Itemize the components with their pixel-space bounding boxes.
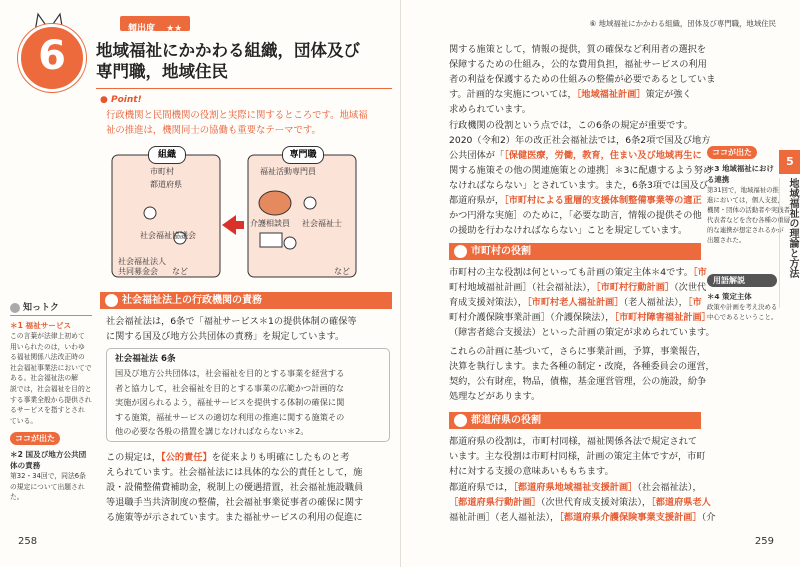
body-text-line: 町村地域福祉計画］（社会福祉法），［市町村行動計画］（次世代 <box>449 282 707 293</box>
org-label: 組織 <box>148 146 186 164</box>
chapter-number: 5 <box>786 155 794 168</box>
sidebar-text-line: 中心であるということ。 <box>707 313 778 321</box>
sidebar-text-line: るサービスを指すとされ <box>10 406 85 415</box>
page-title <box>96 40 392 82</box>
law-box-title: 社会福祉法 6条 <box>115 354 176 364</box>
sidebar-glossary <box>707 274 777 322</box>
sidebar-exam: ココが出た ＊3 地域福祉における連携 第31回で，地域福祉の推 進においては，個人支援， 機関・団体の活動者や実践者， 代表者などを含む各種の重層 的な連携が想定されるかが 出題された。 <box>707 148 797 244</box>
sidebar-text-line: 的な連携が想定されるかが <box>707 226 784 234</box>
sidebar-text-line: た。 <box>10 493 24 502</box>
sidebar-text-line: 説では，社会福祉を目的と <box>10 384 92 393</box>
frequency-label: 頻出度 <box>128 24 156 34</box>
paragraph-1 <box>449 42 716 117</box>
sidebar-text-line: る福祉関係八法改正時の <box>10 353 85 362</box>
lesson-badge <box>14 12 84 92</box>
sidebar-text-line: 社会福祉事業法においてで <box>10 363 92 372</box>
law-text-line: 者と協力して，社会福祉を目的とする事業の広範かつ計画的な <box>115 382 345 393</box>
law-box-text <box>115 366 381 439</box>
body-text-line: 関する施策として，情報の提供，質の確保など利用者の選択を <box>449 44 707 55</box>
body-text-line: 等退職手当共済制度の整備，社会福祉事業従事者の確保に関す <box>106 497 364 508</box>
tip-item-label: ＊1 福祉サービス <box>10 321 72 330</box>
body-text-line: 行政機関の役割という点では，この6条の規定が重要です。 <box>449 120 693 131</box>
sidebar-text-line: 第31回で，地域福祉の推 <box>707 186 779 194</box>
sidebar-text-line: 政策や計画を考え決める <box>707 303 778 311</box>
body-text-line: これらの計画に基づいて，さらに事業計画，予算，事業報告， <box>449 346 707 357</box>
sidebar-exam <box>10 426 92 503</box>
body-text-line: の援助を行わなければならない」ことを規定しています。 <box>449 225 688 236</box>
cat-icon <box>454 414 467 427</box>
body-text-line: 2020（令和2）年の改正社会福祉法では，6条2項で国及び地方 <box>449 135 711 146</box>
exam-item-text <box>10 471 92 503</box>
sidebar-text-line: ている。 <box>10 416 38 425</box>
body-text-line: えられています。社会福祉法には具体的な公的責任として，施 <box>106 467 363 478</box>
sidebar-text-line: する事業全般から提供され <box>10 395 92 404</box>
lesson-number: 6 <box>38 33 66 79</box>
page-number: 258 <box>18 536 38 547</box>
running-head: ⑥ 地域福祉にかかわる組織，団体及び専門職，地域住民 <box>589 19 776 28</box>
law-text-line: 国及び地方公共団体は，社会福祉を目的とする事業を経営する <box>115 368 345 378</box>
sidebar-text-line: この言葉が法律上初めて <box>10 332 85 340</box>
body-text-line: います。主な役割は市町村同様，計画の策定主体ですが，市町 <box>449 451 706 462</box>
body-text-line: 村に対する支援の意味あいももちます。 <box>449 466 614 477</box>
body-text-line: 福祉計画］（老人福祉法），［都道府県介護保険事業支援計画］（介 <box>449 512 716 523</box>
cat-icon <box>454 245 467 258</box>
cat-icon <box>105 294 118 307</box>
section-heading: 社会福祉法上の行政機関の責務 <box>100 292 392 309</box>
body-text-line: 設・設備整備費補助金，税制上の優遇措置，社会福祉施設職員 <box>106 482 364 493</box>
body-text-line: 決算を執行します。また各種の制定・改廃，各種委員会の運営， <box>449 361 715 372</box>
section-heading-city: 市町村の役割 <box>449 243 701 260</box>
paragraph-2 <box>449 118 713 238</box>
illustration: 組織 専門職 市町村 都道府県 社会福祉協議会 社会福祉法人 共同募金会 など 福祉活動専門員 介護相談員 社会福祉士 など <box>110 143 360 281</box>
title-line-2: 専門職，地域住民 <box>96 62 228 81</box>
title-line-1: 地域福祉にかかわる組織，団体及び <box>96 41 360 60</box>
sidebar-text-line: の規定について出題され <box>10 482 85 491</box>
tip-heading: 知っトク <box>10 300 92 316</box>
sidebar-text-line: 代表者などを含む各種の重層 <box>707 216 791 224</box>
body-text-line: る施策等が示されています。また福祉サービスの利用の促進に <box>106 512 363 523</box>
body-text-line: 都道府県の役割は，市町村同様，福祉関係各法で規定されて <box>449 436 698 447</box>
body-text-line: かつ円滑な実施］のために，「必要な助言，情報の提供その他 <box>449 210 702 221</box>
chapter-title: 地域福祉の理論と方法 <box>779 178 800 308</box>
body-text-line: 社会福祉法は，6条で「福祉サービス＊1の提供体制の確保等 <box>106 316 357 327</box>
law-text-line: する施策，福祉サービスの適切な利用の推進に関する施策その <box>115 411 345 422</box>
cat-face-icon <box>10 303 20 313</box>
body-text-line: 公共団体が「［保健医療，労働，教育，住まい及び地域再生に <box>449 150 702 161</box>
body-text-line: （障害者総合支援法）といった計画の策定が求められています。 <box>449 327 715 338</box>
chapter-tab <box>779 150 800 174</box>
exam-heading: ココが出た <box>10 426 92 445</box>
exam-item-label: ＊3 地域福祉における連携 <box>707 164 774 184</box>
sidebar-text-line: 出題された。 <box>707 236 746 244</box>
tip-item-text <box>10 331 92 426</box>
body-text-line: 求められています。 <box>449 104 531 115</box>
sidebar-tip <box>10 300 92 426</box>
profession-label: 専門職 <box>282 146 324 164</box>
body-text-line: 育成支援対策法），［市町村老人福祉計画］（老人福祉法），［市 <box>449 297 702 308</box>
section-heading-prefecture: 都道府県の役割 <box>449 412 701 429</box>
body-text-line: なければならない」とされています。また，6条3項では国及び <box>449 180 709 191</box>
law-text-line: 他の必要な各般の措置を講じなければならない＊2。 <box>115 426 309 436</box>
body-text-line: 都道府県では，［都道府県地域福祉支援計画］（社会福祉法）， <box>449 482 702 493</box>
paragraph-2 <box>106 450 394 525</box>
body-text-line: 関する施策その他の関連施策との連携］＊3に配慮するよう努め <box>449 165 713 176</box>
body-text-line: に関する国及び地方公共団体の責務」を規定しています。 <box>106 331 345 342</box>
law-text-line: 実施が図られるよう，福祉サービスを提供する体制の確保に関 <box>115 397 345 407</box>
paragraph-5 <box>449 434 706 479</box>
point-label: ● Point! <box>100 95 142 105</box>
body-text-line: 処理などがあります。 <box>449 391 541 402</box>
glossary-heading: 用語解説 <box>707 274 777 287</box>
sidebar-text-line: 用いられたのは，いわゆ <box>10 342 85 351</box>
paragraph-3 <box>449 265 715 340</box>
exam-item-label: ＊2 国及び地方公共団体の責務 <box>10 450 87 470</box>
body-text-line: 都道府県が，［市町村による重層的支援体制整備事業等の適正 <box>449 195 702 206</box>
paragraph-6 <box>449 480 716 525</box>
sidebar-text-line: ある。社会福祉法の解 <box>10 374 78 383</box>
glossary-item-text <box>707 302 777 322</box>
body-text-line: 保障するための仕組み，公的な費用負担，福祉サービスの利用 <box>449 59 707 70</box>
sidebar-text-line: 進においては，個人支援， <box>707 196 784 204</box>
sidebar-text-line: 機関・団体の活動者や実践者， <box>707 206 797 214</box>
point-text: 行政機関と民間機関の役割と実際に関するところです。地域福 祉の推進は，機関同士の協働も重要なテーマです。 <box>106 110 368 136</box>
body-text-line: す。計画的な実施については，［地域福祉計画］策定が強く <box>449 89 692 100</box>
paw-icon: ● <box>100 95 108 105</box>
paragraph-4 <box>449 344 715 404</box>
sidebar-text-line: 第32・34回で，同法6条 <box>10 472 86 480</box>
body-text-line: この規定は，【公的責任】を従来よりも明確にしたものと考 <box>106 452 350 463</box>
body-text-line: 契約，公有財産，物品，債権，基金運営管理，公の施設，紛争 <box>449 376 707 387</box>
paragraph-1 <box>106 314 394 344</box>
law-box <box>106 348 390 442</box>
page-number: 259 <box>754 536 774 547</box>
glossary-item-label: ＊4 策定主体 <box>707 292 752 301</box>
body-text-line: ［都道府県行動計画］（次世代育成支援対策法），［都道府県老人 <box>449 497 711 508</box>
frequency-stars: ★★ <box>166 24 183 34</box>
body-text-line: 市町村の主な役割は何といっても計画の策定主体＊4です。［市 <box>449 267 707 278</box>
right-page <box>400 0 800 567</box>
body-text-line: 町村介護保険事業計画］（介護保険法），［市町村障害福祉計画］ <box>449 312 711 323</box>
frequency-badge <box>120 16 190 34</box>
body-text-line: 者の利益を保護するための仕組みの整備が必要であるとしていま <box>449 74 716 85</box>
